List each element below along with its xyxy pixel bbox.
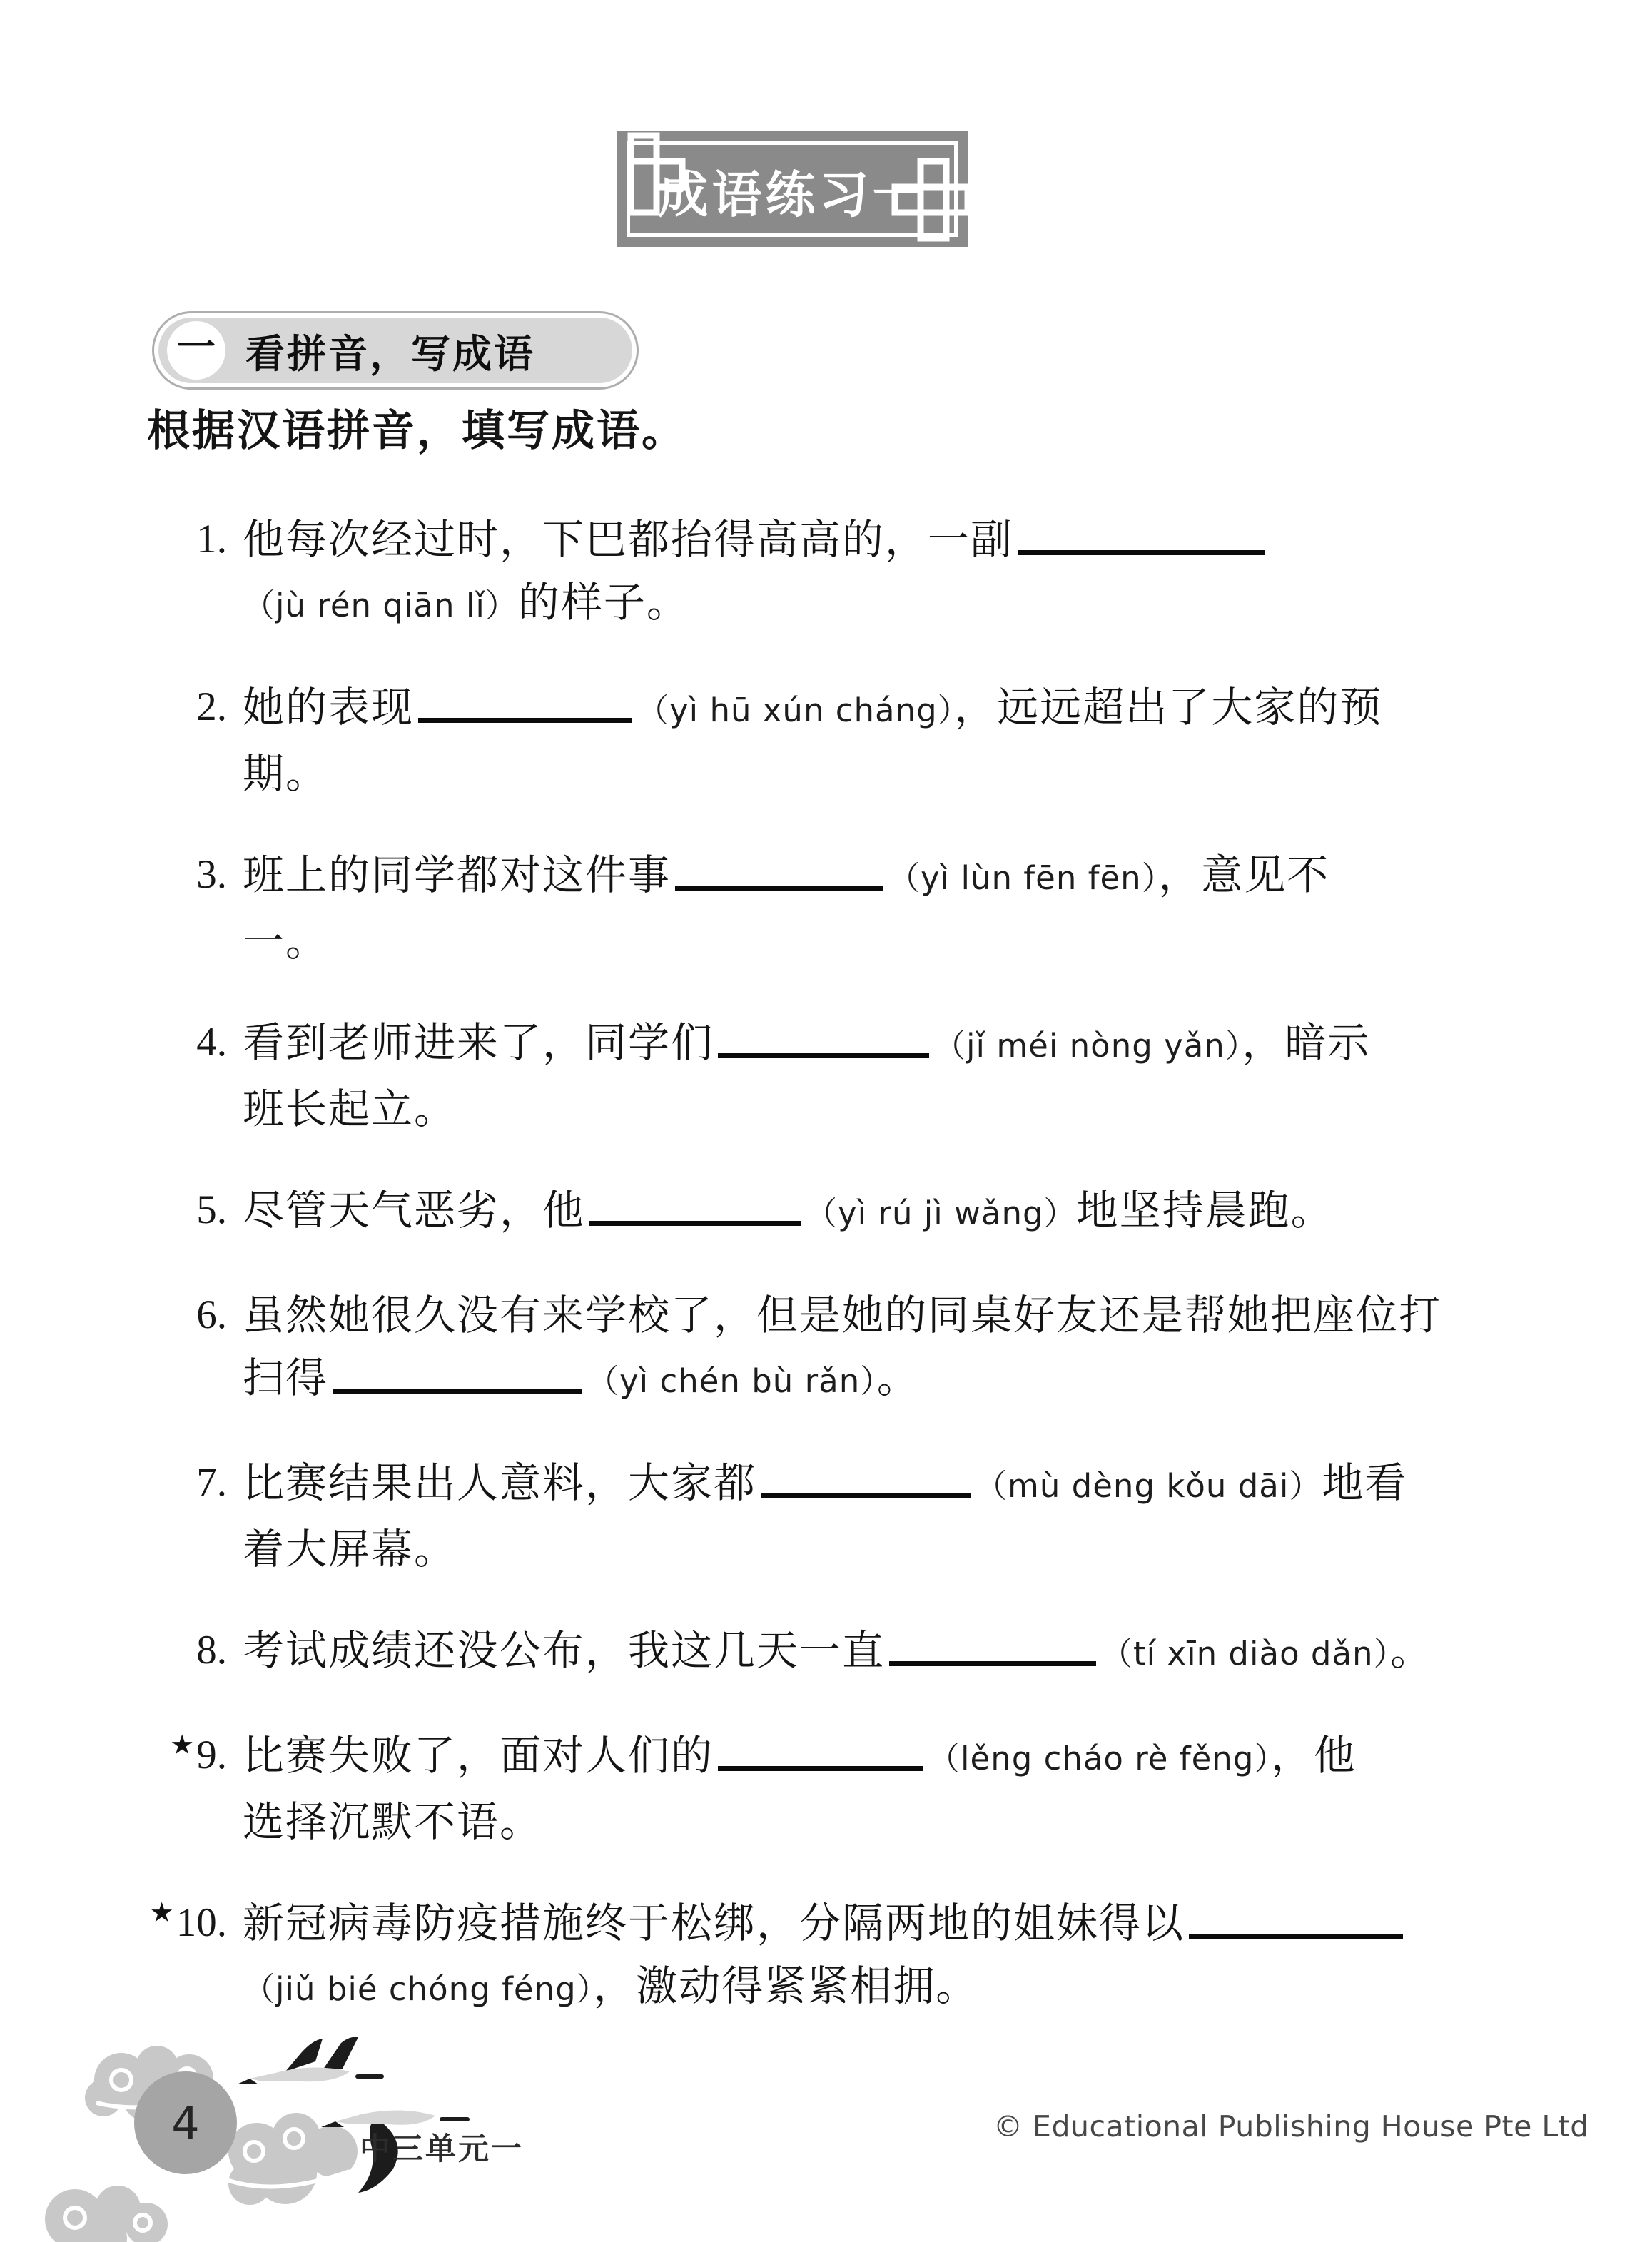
section-header-pill [158, 318, 632, 383]
sentence-text: 她的表现 [243, 683, 415, 731]
answer-blank[interactable] [718, 1051, 929, 1058]
answer-blank[interactable] [418, 716, 632, 723]
item-number: 4. [196, 1020, 227, 1065]
exercise-item [147, 1451, 1514, 1581]
pinyin-hint: （lěng cháo rè fěng） [928, 1740, 1271, 1777]
pinyin-hint: （yì hū xún cháng） [637, 691, 955, 729]
sentence-text: 一。 [243, 917, 329, 965]
pinyin-hint: （yì chén bù rǎn） [587, 1362, 877, 1400]
pinyin-hint: （mù dèng kǒu dāi） [975, 1467, 1322, 1505]
instruction-text: 根据汉语拼音，填写成语。 [147, 406, 686, 456]
sentence-text: 考试成绩还没公布，我这几天一直 [243, 1626, 886, 1675]
sentence-text: 地坚持晨跑。 [1076, 1186, 1334, 1234]
sentence-text: 地看 [1322, 1459, 1408, 1507]
item-sentence [243, 1451, 1514, 1581]
sentence-text: 期。 [243, 749, 329, 798]
pinyin-hint: （jiǔ bié chóng féng） [243, 1970, 594, 2008]
item-number: 2. [196, 684, 227, 729]
star-icon: ★ [170, 1729, 195, 1760]
answer-blank[interactable] [761, 1491, 971, 1498]
item-sentence [243, 1619, 1514, 1685]
sentence-text: 比赛结果出人意料，大家都 [243, 1459, 757, 1507]
answer-blank[interactable] [1189, 1932, 1403, 1939]
item-sentence [243, 1724, 1514, 1853]
sentence-text: 选择沉默不语。 [243, 1797, 543, 1846]
answer-blank[interactable] [1018, 548, 1265, 555]
exercise-item [147, 1724, 1514, 1853]
item-sentence [243, 843, 1514, 973]
pinyin-hint: （yì lùn fēn fēn） [888, 859, 1159, 897]
section-header [152, 311, 639, 390]
sentence-text: ，意见不 [1158, 851, 1330, 899]
page-number: 4 [171, 2096, 200, 2149]
sentence-text: 扫得 [243, 1354, 329, 1402]
exercise-item [147, 1011, 1514, 1140]
section-number-badge [167, 321, 225, 380]
pinyin-hint: （yì rú jì wǎng） [805, 1194, 1077, 1232]
sentence-text: 班长起立。 [243, 1085, 457, 1133]
item-sentence [243, 1892, 1514, 2021]
answer-blank[interactable] [675, 883, 883, 891]
sentence-text: 新冠病毒防疫措施终于松绑，分隔两地的姐妹得以 [243, 1899, 1185, 1947]
pinyin-hint: （jǐ méi nòng yǎn） [933, 1027, 1242, 1065]
exercise-item [147, 1892, 1514, 2021]
unit-label: 中三单元一 [360, 2131, 524, 2167]
crane-icon [237, 2037, 384, 2084]
sentence-text: 尽管天气恶劣，他 [243, 1186, 586, 1234]
sentence-text: 着大屏幕。 [243, 1525, 457, 1573]
copyright-text: © Educational Publishing House Pte Ltd [993, 2109, 1589, 2144]
section-number: 一 [177, 325, 216, 370]
exercise-item [147, 1179, 1514, 1245]
sentence-text: 看到老师进来了，同学们 [243, 1018, 714, 1067]
item-number: ★9. [170, 1729, 227, 1777]
page-title: 成语练习一 [658, 165, 926, 224]
item-number: ★10. [149, 1897, 227, 1945]
item-number: 3. [196, 852, 227, 897]
sentence-text: 班上的同学都对这件事 [243, 851, 672, 899]
exercise-item [147, 1284, 1514, 1413]
sentence-text: 他每次经过时，下巴都抬得高高的，一副 [243, 515, 1014, 564]
answer-blank[interactable] [889, 1659, 1096, 1666]
pinyin-hint: （jù rén qiān lǐ） [243, 587, 518, 624]
sentence-text: 虽然她很久没有来学校了，但是她的同桌好友还是帮她把座位打 [243, 1291, 1442, 1339]
item-number: 6. [196, 1292, 227, 1337]
section-title: 看拼音，写成语 [245, 330, 536, 377]
exercise-item [147, 508, 1514, 637]
page-number-badge [134, 2071, 237, 2174]
exercise-item [147, 1619, 1514, 1685]
sentence-text: 。 [1390, 1626, 1434, 1675]
item-number: 5. [196, 1187, 227, 1232]
answer-blank[interactable] [718, 1764, 923, 1771]
sentence-text: 比赛失败了，面对人们的 [243, 1731, 714, 1780]
exercise-item [147, 843, 1514, 973]
exercise-items [147, 508, 1514, 2059]
item-number: 8. [196, 1628, 227, 1673]
exercise-item [147, 676, 1514, 805]
item-number: 7. [196, 1460, 227, 1505]
star-icon: ★ [149, 1897, 174, 1928]
sentence-text: ，他 [1270, 1731, 1357, 1780]
sentence-text: ，激动得紧紧相拥。 [593, 1962, 979, 2010]
answer-blank[interactable] [333, 1386, 582, 1394]
cloud-icon [45, 2186, 168, 2242]
sentence-text: ，远远超出了大家的预 [954, 683, 1383, 731]
answer-blank[interactable] [589, 1219, 801, 1226]
item-sentence [243, 676, 1514, 805]
item-number: 1. [196, 517, 227, 562]
item-sentence [243, 1179, 1514, 1245]
item-sentence [243, 1284, 1514, 1413]
chapter-title-box [617, 131, 968, 247]
pinyin-hint: （tí xīn diào dǎn） [1100, 1635, 1391, 1673]
sentence-text: 。 [876, 1354, 920, 1402]
item-sentence [243, 508, 1514, 637]
sentence-text: ，暗示 [1242, 1018, 1371, 1067]
sentence-text: 的样子。 [517, 578, 689, 627]
item-sentence [243, 1011, 1514, 1140]
